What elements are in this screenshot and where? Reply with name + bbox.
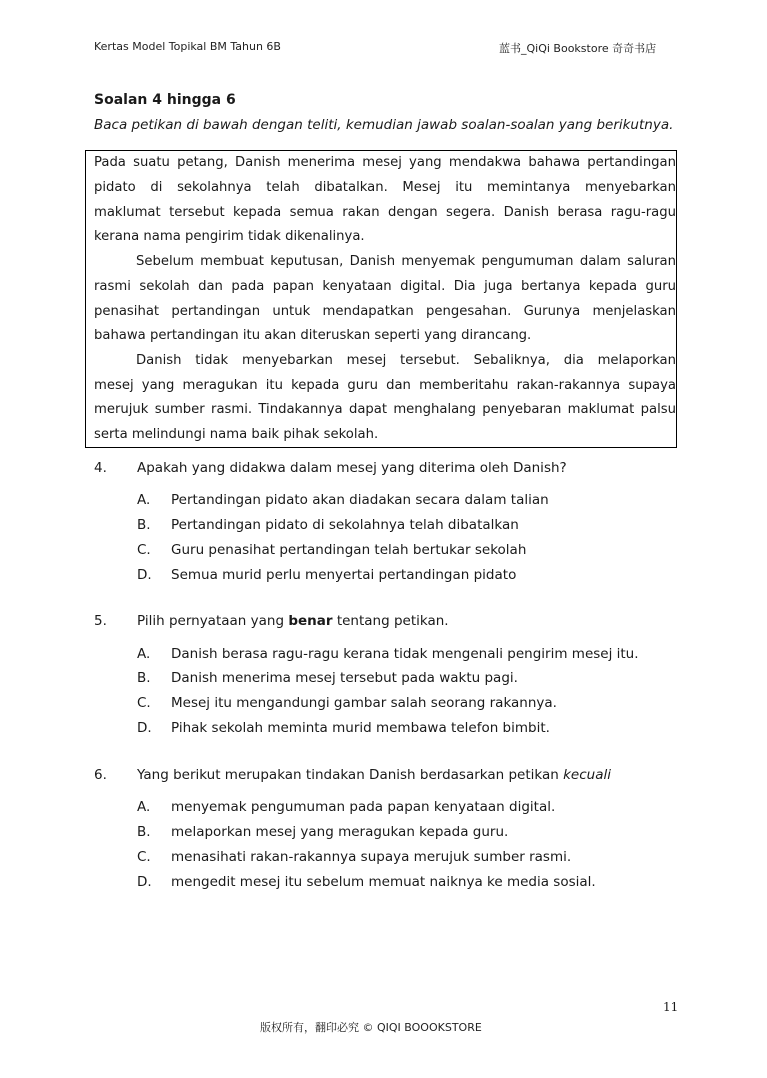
passage-line: kerana nama pengirim tidak dikenalinya. xyxy=(94,229,365,244)
question-text-part: Yang berikut merupakan tindakan Danish berdasarkan petikan xyxy=(137,767,564,783)
option-text: melaporkan mesej yang meragukan kepada guru. xyxy=(171,824,509,840)
option-text: Pertandingan pidato akan diadakan secara dalam talian xyxy=(171,492,549,508)
option-text: Guru penasihat pertandingan telah bertukar sekolah xyxy=(171,542,527,558)
page-number: 11 xyxy=(663,1000,679,1014)
passage-line: merujuk sumber rasmi. Tindakannya dapat menghalang penyebaran maklumat palsu xyxy=(94,402,676,417)
option-text: Pihak sekolah meminta murid membawa telefon bimbit. xyxy=(171,720,550,736)
option-text: Semua murid perlu menyertai pertandingan pidato xyxy=(171,567,517,583)
passage-line: Pada suatu petang, Danish menerima mesej yang mendakwa bahawa pertandingan xyxy=(94,155,676,170)
question-text xyxy=(137,767,611,783)
option-text: Danish berasa ragu-ragu kerana tidak mengenali pengirim mesej itu. xyxy=(171,646,639,662)
header-title: Kertas Model Topikal BM Tahun 6B xyxy=(94,40,281,53)
passage-line: Sebelum membuat keputusan, Danish menyemak pengumuman dalam saluran xyxy=(136,254,676,269)
option-letter: D. xyxy=(137,720,152,736)
question-emphasis: benar xyxy=(288,613,333,629)
option-letter: D. xyxy=(137,567,152,583)
option-text: Pertandingan pidato di sekolahnya telah dibatalkan xyxy=(171,517,519,533)
passage-line: penasihat pertandingan untuk mendapatkan pengesahan. Gurunya menjelaskan xyxy=(94,304,676,319)
option-letter: C. xyxy=(137,542,151,558)
header-publisher: 蓝书_QiQi Bookstore 奇奇书店 xyxy=(499,42,657,55)
question-text-part: Pilih pernyataan yang xyxy=(137,613,289,629)
question-number: 5. xyxy=(94,613,107,629)
question-text-part: tentang petikan. xyxy=(332,613,449,629)
section-instruction: Baca petikan di bawah dengan teliti, kemudian jawab soalan-soalan yang berikutnya. xyxy=(94,117,674,133)
question-text xyxy=(137,613,449,629)
option-text: menyemak pengumuman pada papan kenyataan digital. xyxy=(171,799,556,815)
option-letter: B. xyxy=(137,824,151,840)
question-text: Apakah yang didakwa dalam mesej yang diterima oleh Danish? xyxy=(137,460,567,476)
passage-line: bahawa pertandingan itu akan diteruskan seperti yang dirancang. xyxy=(94,328,532,343)
passage-line: mesej yang meragukan itu kepada guru dan memberitahu rakan-rakannya supaya xyxy=(94,378,676,393)
option-letter: B. xyxy=(137,517,151,533)
passage-line: maklumat tersebut kepada semua rakan dengan segera. Danish berasa ragu-ragu xyxy=(94,205,676,220)
option-text: menasihati rakan-rakannya supaya merujuk sumber rasmi. xyxy=(171,849,572,865)
section-title: Soalan 4 hingga 6 xyxy=(94,92,236,108)
question-number: 4. xyxy=(94,460,107,476)
option-letter: B. xyxy=(137,670,151,686)
question-number: 6. xyxy=(94,767,107,783)
passage-line: pidato di sekolahnya telah dibatalkan. Mesej itu memintanya menyebarkan xyxy=(94,180,676,195)
option-letter: A. xyxy=(137,646,151,662)
option-letter: A. xyxy=(137,799,151,815)
passage-line: serta melindungi nama baik pihak sekolah. xyxy=(94,427,379,442)
option-text: Mesej itu mengandungi gambar salah seorang rakannya. xyxy=(171,695,557,711)
passage-box xyxy=(85,150,677,448)
passage-line: rasmi sekolah dan pada papan kenyataan digital. Dia juga bertanya kepada guru xyxy=(94,279,676,294)
passage-line: Danish tidak menyebarkan mesej tersebut. Sebaliknya, dia melaporkan xyxy=(136,353,676,368)
option-text: Danish menerima mesej tersebut pada waktu pagi. xyxy=(171,670,518,686)
option-letter: D. xyxy=(137,874,152,890)
option-letter: C. xyxy=(137,849,151,865)
footer-copyright: 版权所有，翻印必究 © QIQI BOOOKSTORE xyxy=(260,1021,482,1034)
option-letter: A. xyxy=(137,492,151,508)
question-emphasis: kecuali xyxy=(563,767,611,783)
option-text: mengedit mesej itu sebelum memuat naiknya ke media sosial. xyxy=(171,874,596,890)
option-letter: C. xyxy=(137,695,151,711)
